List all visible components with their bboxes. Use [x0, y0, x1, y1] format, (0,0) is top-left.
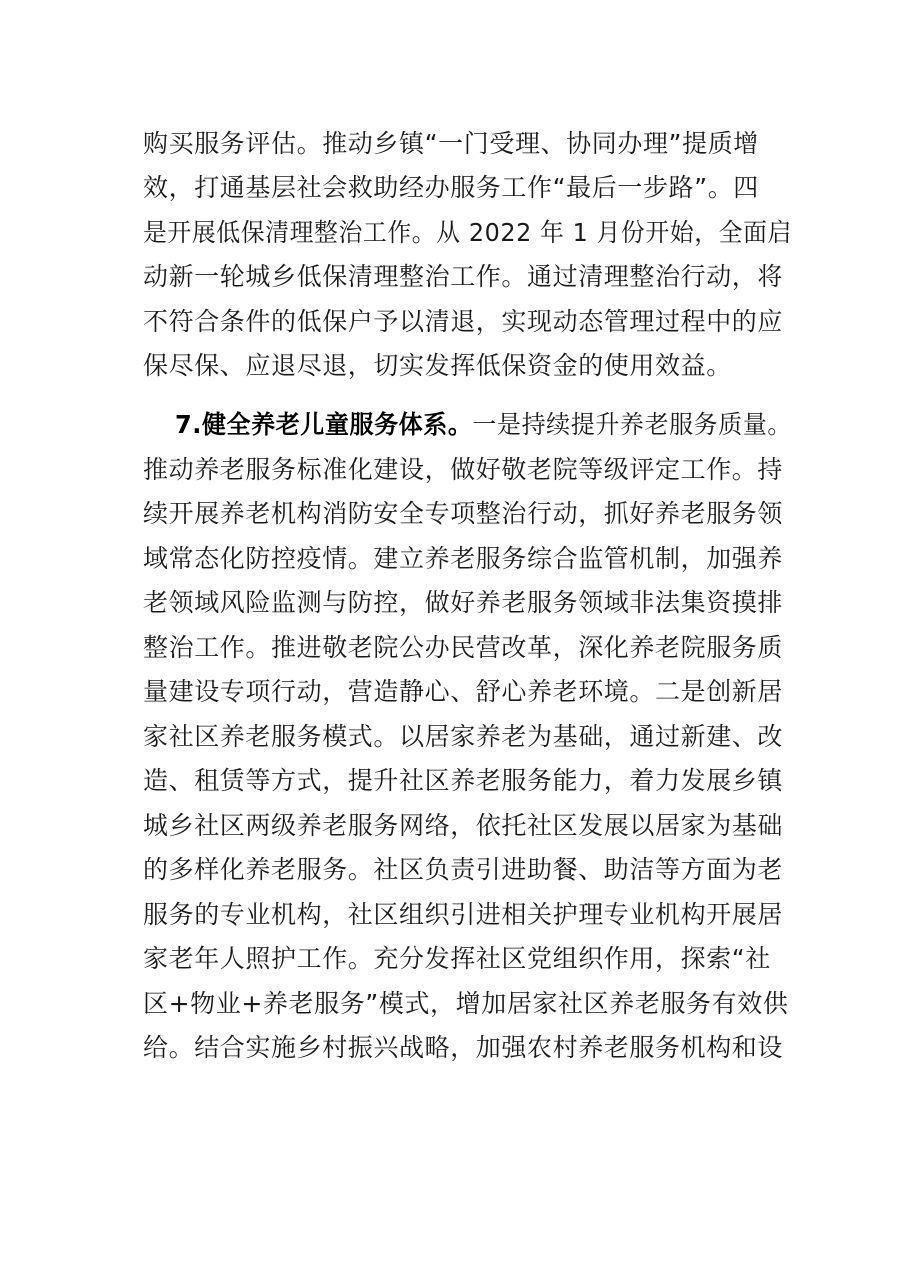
text-line: 城乡社区两级养老服务网络，依托社区发展以居家为基础: [143, 811, 784, 840]
section-heading: 7.健全养老儿童服务体系。: [175, 410, 473, 439]
section-first-line-text: 一是持续提升养老服务质量。: [472, 410, 793, 439]
text-line: 整治工作。推进敬老院公办民营改革，深化养老院服务质: [143, 633, 784, 662]
text-line: 的多样化养老服务。社区负责引进助餐、助洁等方面为老: [143, 855, 784, 884]
text-line: 给。结合实施乡村振兴战略，加强农村养老服务机构和设: [143, 1033, 784, 1062]
text-line: 购买服务评估。推动乡镇“一门受理、协同办理”提质增: [143, 129, 759, 158]
text-line: 推动养老服务标准化建设，做好敬老院等级评定工作。持: [143, 455, 784, 484]
text-line: 效，打通基层社会救助经办服务工作“最后一步路”。四: [143, 173, 759, 202]
text-line: 造、租赁等方式，提升社区养老服务能力，着力发展乡镇: [143, 766, 784, 795]
text-line: 是开展低保清理整治工作。从 2022 年 1 月份开始，全面启: [143, 218, 792, 247]
text-line: 保尽保、应退尽退，切实发挥低保资金的使用效益。: [143, 351, 732, 380]
text-line: 量建设专项行动，营造静心、舒心养老环境。二是创新居: [143, 677, 784, 706]
text-line: 不符合条件的低保户予以清退，实现动态管理过程中的应: [143, 307, 784, 336]
text-line: 域常态化防控疫情。建立养老服务综合监管机制，加强养: [143, 544, 784, 573]
text-line: 服务的专业机构，社区组织引进相关护理专业机构开展居: [143, 900, 784, 929]
text-line: 家老年人照护工作。充分发挥社区党组织作用，探索“社: [143, 944, 771, 973]
text-line: 动新一轮城乡低保清理整治工作。通过清理整治行动，将: [143, 262, 784, 291]
text-line: 区+物业+养老服务”模式，增加居家社区养老服务有效供: [143, 989, 789, 1018]
section-first-line: [175, 412, 792, 437]
text-line: 家社区养老服务模式。以居家养老为基础，通过新建、改: [143, 722, 784, 751]
text-line: 老领域风险监测与防控，做好养老服务领域非法集资摸排: [143, 588, 784, 617]
text-line: 续开展养老机构消防安全专项整治行动，抓好养老服务领: [143, 499, 784, 528]
